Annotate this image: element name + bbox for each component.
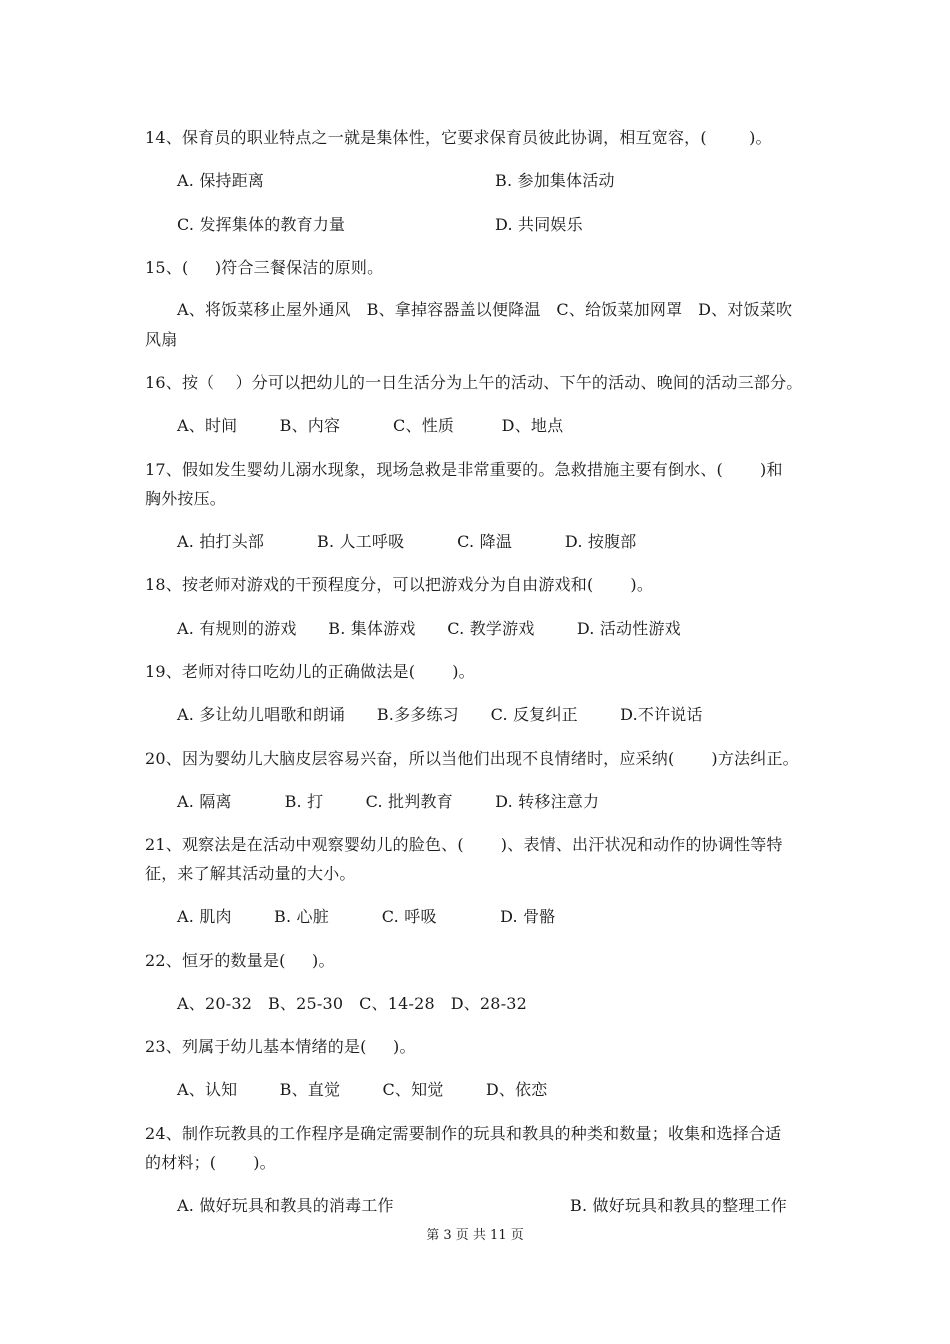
question-14-option-b: B. 参加集体活动 [495, 171, 615, 190]
question-22-stem: 22、恒牙的数量是( )。 [145, 951, 335, 970]
question-22-options: A、20-32 B、25-30 C、14-28 D、28-32 [177, 994, 528, 1013]
question-16-stem: 16、按（ ）分可以把幼儿的一日生活分为上午的活动、下午的活动、晚间的活动三部分。 [145, 373, 803, 392]
question-23-stem: 23、列属于幼儿基本情绪的是( )。 [145, 1037, 416, 1056]
question-14-option-c: C. 发挥集体的教育力量 [177, 215, 346, 234]
question-21-options: A. 肌肉 B. 心脏 C. 呼吸 D. 骨骼 [177, 907, 556, 926]
question-14-stem: 14、保育员的职业特点之一就是集体性，它要求保育员彼此协调，相互宽容，( )。 [145, 128, 772, 147]
question-21-stem-wrap: 征，来了解其活动量的大小。 [145, 864, 356, 883]
question-17-stem: 17、假如发生婴幼儿溺水现象，现场急救是非常重要的。急救措施主要有倒水、( )和 [145, 460, 783, 479]
question-24-stem-wrap: 的材料；( )。 [145, 1153, 276, 1172]
question-24-option-a: A. 做好玩具和教具的消毒工作 [177, 1196, 394, 1215]
page-footer: 第 3 页 共 11 页 [426, 1228, 524, 1243]
question-14-option-a: A. 保持距离 [177, 171, 265, 190]
question-24-stem: 24、制作玩教具的工作程序是确定需要制作的玩具和教具的种类和数量；收集和选择合适 [145, 1124, 782, 1143]
question-24-option-b: B. 做好玩具和教具的整理工作 [570, 1196, 787, 1215]
question-14-option-d: D. 共同娱乐 [495, 215, 583, 234]
question-21-stem: 21、观察法是在活动中观察婴幼儿的脸色、( )、表情、出汗状况和动作的协调性等特 [145, 835, 783, 854]
question-17-options: A. 拍打头部 B. 人工呼吸 C. 降温 D. 按腹部 [177, 532, 637, 551]
question-18-stem: 18、按老师对游戏的干预程度分，可以把游戏分为自由游戏和( )。 [145, 575, 654, 594]
question-15-options: A、将饭菜移止屋外通风 B、拿掉容器盖以便降温 C、给饭菜加网罩 D、对饭菜吹 [177, 300, 793, 319]
question-15-options-wrap: 风扇 [145, 330, 178, 349]
question-23-options: A、认知 B、直觉 C、知觉 D、依恋 [177, 1080, 548, 1099]
question-20-options: A. 隔离 B. 打 C. 批判教育 D. 转移注意力 [177, 792, 600, 811]
question-20-stem: 20、因为婴幼儿大脑皮层容易兴奋，所以当他们出现不良情绪时，应采纳( )方法纠正。 [145, 749, 799, 768]
question-17-stem-wrap: 胸外按压。 [145, 489, 227, 508]
question-18-options: A. 有规则的游戏 B. 集体游戏 C. 教学游戏 D. 活动性游戏 [177, 619, 681, 638]
question-15-stem: 15、( )符合三餐保洁的原则。 [145, 258, 384, 277]
question-19-options: A. 多让幼儿唱歌和朗诵 B.多多练习 C. 反复纠正 D.不许说话 [177, 705, 703, 724]
question-19-stem: 19、老师对待口吃幼儿的正确做法是( )。 [145, 662, 475, 681]
question-16-options: A、时间 B、内容 C、性质 D、地点 [177, 416, 564, 435]
